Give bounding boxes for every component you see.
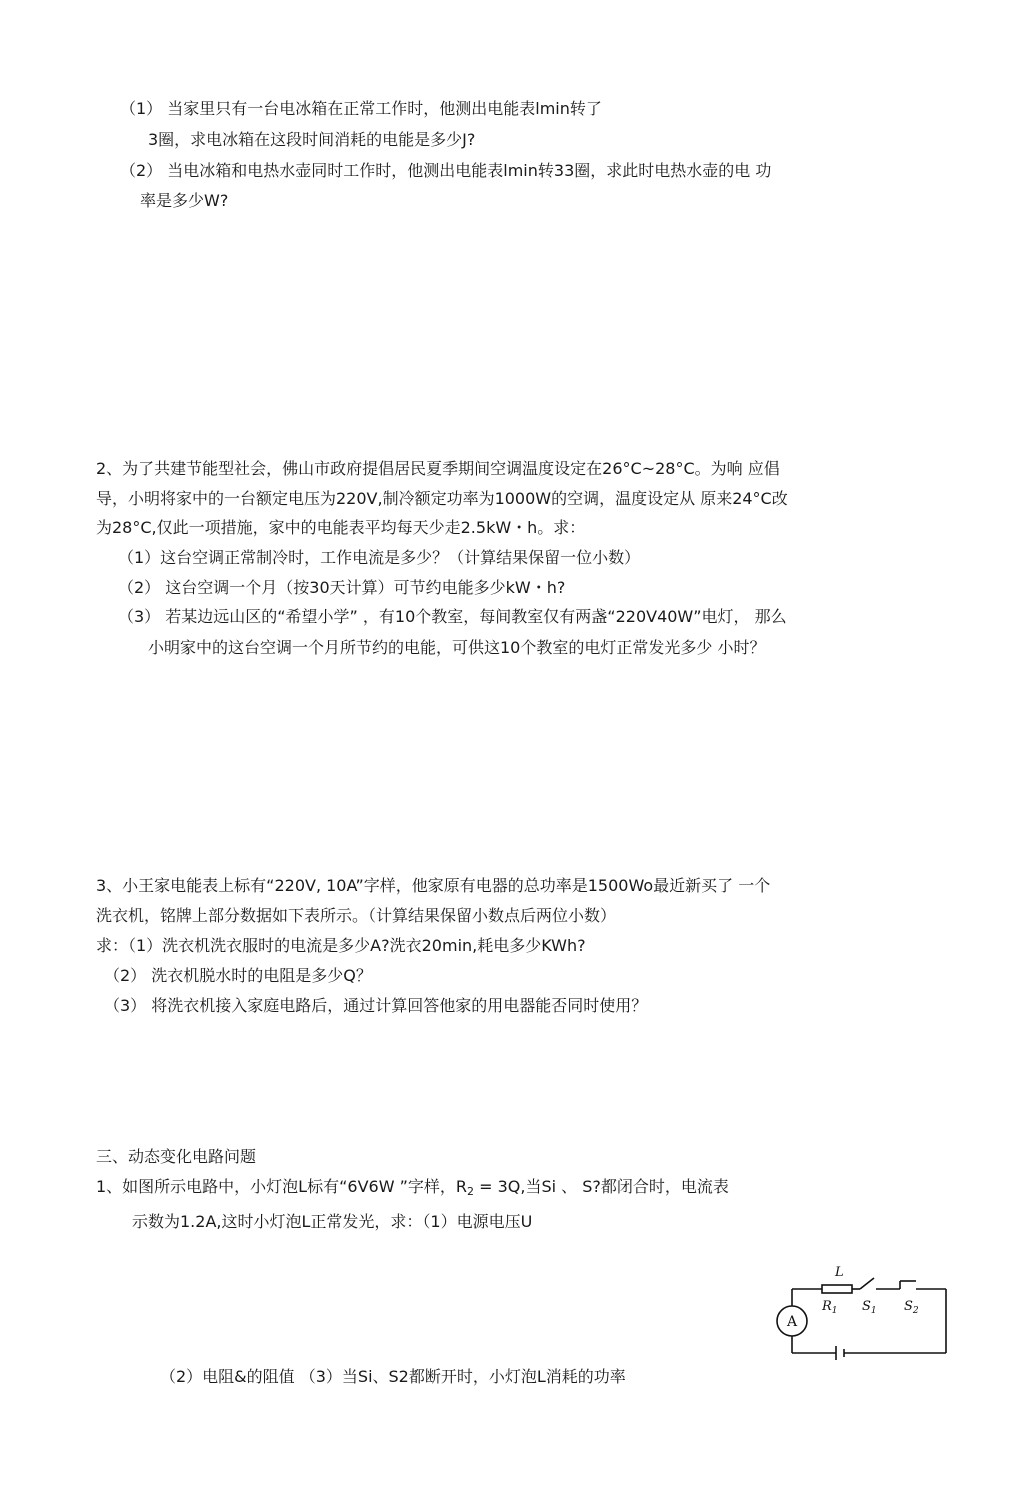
q2-intro-line3: 为28°C,仅此一项措施，家中的电能表平均每天少走2.5kW・h。求：: [96, 518, 586, 537]
section3-heading: 三、动态变化电路问题: [96, 1147, 257, 1166]
q3-part1: 求：（1）洗衣机洗衣服时的电流是多少A?洗衣20min,耗电多少KWh?: [96, 936, 586, 955]
q2-part3-line2: 小明家中的这台空调一个月所节约的电能，可供这10个教室的电灯正常发光多少 小时？: [148, 638, 766, 657]
q3-part3: （3） 将洗衣机接入家庭电路后，通过计算回答他家的用电器能否同时使用？: [104, 996, 648, 1015]
q1-part2-line1: （2） 当电冰箱和电热水壶同时工作时，他测出电能表lmin转33圈，求此时电热水壶的电 功: [120, 161, 772, 180]
section3-q1-line3: （2）电阻&的阻值 （3）当Si、S2都断开时，小灯泡L消耗的功率: [160, 1367, 626, 1386]
label-r1: $R_1$: [822, 1299, 838, 1316]
section3-q1-line1: [96, 1176, 729, 1203]
section3-q1-line1-pre: 1、如图所示电路中，小灯泡L标有“6V6W ”字样，R: [96, 1177, 468, 1196]
q2-part3-line1: （3） 若某边远山区的“希望小学” ，有10个教室，每间教室仅有两盏“220V40W”电灯， 那么: [118, 607, 787, 626]
label-ammeter: A: [786, 1314, 798, 1330]
q1-part1-line2: 3圈，求电冰箱在这段时间消耗的电能是多少J?: [148, 130, 476, 149]
q3-intro-line1: 3、小王家电能表上标有“220V, 10A”字样，他家原有电器的总功率是1500Wo最近新买了 一个: [96, 876, 771, 895]
resistor-r1: [822, 1285, 852, 1293]
switch-s1: [860, 1278, 874, 1289]
q1-part2-line2: 率是多少W?: [140, 191, 229, 210]
q2-part1: （1）这台空调正常制冷时，工作电流是多少？（计算结果保留一位小数）: [118, 548, 641, 567]
q2-intro-line1: 2、为了共建节能型社会，佛山市政府提倡居民夏季期间空调温度设定在26°C~28°C。为响 应倡: [96, 459, 780, 478]
q1-part1-line1: （1） 当家里只有一台电冰箱在正常工作时，他测出电能表lmin转了: [120, 99, 602, 118]
circuit-diagram: [770, 1262, 955, 1367]
label-lamp: L: [835, 1265, 844, 1280]
q2-part2: （2） 这台空调一个月（按30天计算）可节约电能多少kW・h?: [118, 578, 566, 597]
label-s1: $S_1$: [862, 1299, 877, 1316]
q3-part2: （2） 洗衣机脱水时的电阻是多少Q？: [104, 966, 372, 985]
section3-q1-line1-post: = 3Q,当Si 、 S?都闭合时，电流表: [474, 1177, 729, 1196]
section3-q1-line2: 示数为1.2A,这时小灯泡L正常发光，求：（1）电源电压U: [132, 1212, 533, 1231]
label-s2: $S_2$: [904, 1299, 919, 1316]
r2-subscript: 2: [467, 1185, 475, 1198]
q2-intro-line2: 导，小明将家中的一台额定电压为220V,制冷额定功率为1000W的空调，温度设定从 原来24°C改: [96, 489, 788, 508]
q3-intro-line2: 洗衣机，铭牌上部分数据如下表所示。（计算结果保留小数点后两位小数）: [96, 906, 617, 925]
